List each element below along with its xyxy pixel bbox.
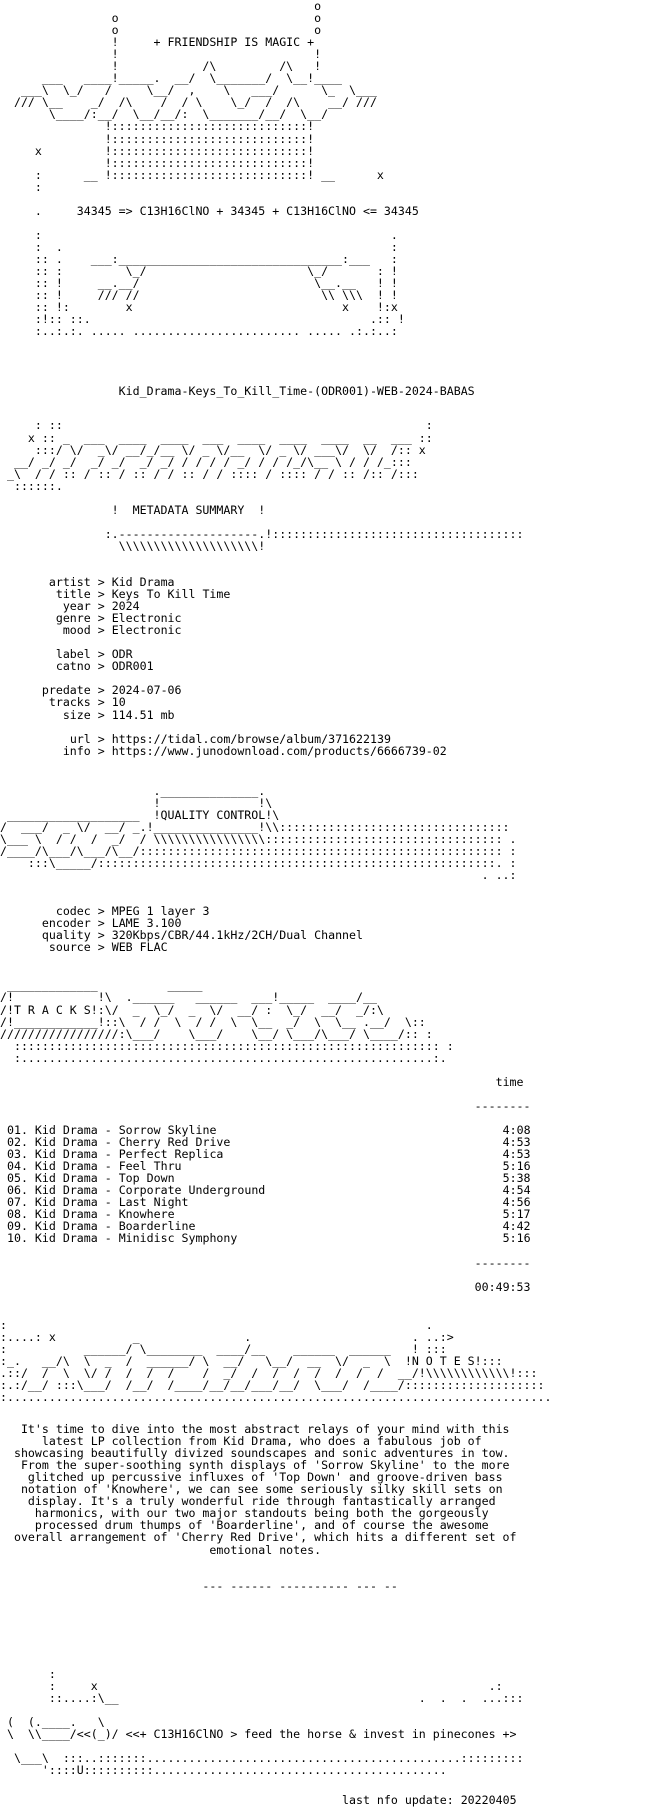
metadata-art-bottom: :.--------------------.!:::::::::::::::::::::::::::::::::::: \\\\\\\\\\\\\\\\\\\\! [104, 526, 524, 553]
track-number: 01. [6, 1122, 28, 1137]
metadata-row: label > ODR [55, 647, 133, 662]
quality-row: codec > MPEG 1 layer 3 [55, 904, 210, 919]
track-artist: Kid Drama [34, 1159, 98, 1174]
track-artist: Kid Drama [34, 1147, 98, 1162]
quality-value: MPEG 1 layer 3 [111, 904, 210, 919]
notes-body [0, 1423, 648, 1556]
metadata-label: size [62, 707, 91, 722]
metadata-row: year > 2024 [62, 599, 140, 614]
metadata-label: year [62, 599, 91, 614]
tracks-time-header-line [0, 1076, 648, 1088]
notes-line: emotional notes. [0, 1542, 322, 1557]
track-row: 03. Kid Drama - Perfect Replica 4:53 [6, 1147, 531, 1162]
notes-header: N O T E S [411, 1353, 475, 1368]
tracks-total-underline-line [0, 1257, 648, 1269]
metadata-value: ODR001 [111, 659, 154, 674]
metadata-value: Electronic [111, 611, 182, 626]
track-number: 10. [6, 1231, 28, 1246]
notes-line: harmonics, with our two major standouts being both the gorgeously [0, 1506, 489, 1521]
quality-header: QUALITY CONTROL [160, 807, 266, 822]
notes-line: notation of 'Knowhere', we can see some seriously silky skill sets on [0, 1482, 503, 1497]
track-row: 07. Kid Drama - Last Night 4:56 [6, 1195, 531, 1210]
track-artist: Kid Drama [34, 1171, 98, 1186]
banner-art-top: o o o o o ! + FRIENDSHIP IS MAGIC + ! ! ! /\ /\ ! ___ ____!_____. __/ \_______/ \__!____ ___\ \_/ / \__/ , \ ___/ \_ \___ /// \__ _/ /\ / / \ \_/ / /\ __/ /// \____/:__/ \__/__/: \_______/__/ \__/ !::::::::::::::::::::::::::::! !::::::::::::::::::::::::::::! x !::::::::::::::::::::::::::::! !::::::::::::::::::::::::::::! : __ !::::::::::::::::::::::::::::! __ x : [13, 0, 384, 194]
track-title: Perfect Replica [118, 1147, 224, 1162]
metadata-value: 2024 [111, 599, 140, 614]
tracks-art-top: _____________ _____ /! !\ .______ ______ ___!_____ ____/__ /! [0, 978, 377, 1017]
notes-banner [0, 1319, 648, 1403]
tracks-time-header: time [495, 1074, 524, 1089]
track-time: 5:17 [502, 1207, 531, 1222]
banner-art-bottom: : . : . : :: . ___:________________________________:___ : :: : \_/ \_/ : ! :: ! __.__/ \__.__ ! ! :: ! /// // \\ \\\ ! ! :: !: x x !:x :!:: ::. .:: ! :..:.:. ..... ........................ ..... .:.:..: [34, 227, 405, 339]
track-row: 09. Kid Drama - Boarderline 4:42 [6, 1219, 531, 1234]
track-row: 05. Kid Drama - Top Down 5:38 [6, 1171, 531, 1186]
release-name: Kid_Drama-Keys_To_Kill_Time-(ODR001)-WEB-2024-BABAS [118, 384, 475, 399]
notes-line: display. It's a truly wonderful ride through fantastically arranged [0, 1494, 496, 1509]
metadata-label: label [55, 647, 91, 662]
track-number: 06. [6, 1183, 28, 1198]
notes-art-top: : . :....: x _ . . ..:> : ______/ \________ ____/__ ______ ______ ! ::: :_. __/\ \ _ / ______/ \ __/ \__/ __ \/ _ \ ! [0, 1317, 454, 1368]
last-update-label: last nfo update: [342, 1793, 454, 1808]
quality-label: source [48, 940, 91, 955]
footer-tagline: ( (.____. \ \ \\____/<<(_)/ <<+ C13H16ClNO > feed the horse & invest in pinecones +> [6, 1714, 517, 1741]
quality-row: encoder > LAME 3.100 [41, 916, 182, 931]
track-number: 05. [6, 1171, 28, 1186]
metadata-row: url > https://tidal.com/browse/album/371622139 [69, 731, 391, 746]
notes-line: From the super-soothing synth displays of 'Sorrow Skyline' to the more [0, 1458, 510, 1473]
track-title: Knowhere [118, 1207, 175, 1222]
tracks-art-bottom: !:\/ _ \_/ _ \/ __/ : \_/ __/ _/:\ /!____________!::\ / / \ / / \ \__ _/ \ \__ .__/ \:: /////////////////:\___/ \___/ \__/ \___/\___/ \____/:: : ::::::::::::::::::::::::::::::::::::::::::::::::::::::::::::: : :...........................................................:. [0, 1002, 454, 1065]
metadata-row: predate > 2024-07-06 [41, 683, 182, 698]
track-number: 04. [6, 1159, 28, 1174]
tracks-header: T R A C K S [13, 1002, 91, 1017]
notes-divider-line [0, 1580, 648, 1592]
metadata-row: info > https://www.junodownload.com/products/6666739-02 [62, 743, 447, 758]
release-name-line [0, 385, 648, 397]
metadata-header: ! METADATA SUMMARY ! [0, 502, 266, 517]
quality-label: quality [41, 928, 91, 943]
track-title: Feel Thru [118, 1159, 182, 1174]
quality-art-top: .______________. ! !\ ___________________ ! [6, 783, 273, 822]
track-title: Corporate Underground [118, 1183, 266, 1198]
metadata-value: Electronic [111, 623, 182, 638]
track-time: 5:16 [502, 1231, 531, 1246]
tracks-total-underline: -------- [474, 1255, 531, 1270]
metadata-value: 2024-07-06 [111, 683, 182, 698]
quality-value: WEB FLAC [111, 940, 168, 955]
metadata-row: size > 114.51 mb [62, 707, 175, 722]
footer-art-bottom: \___\ :::..:::::::.............................................::::::::: '::::U::::::::::.......................................... [13, 1751, 524, 1778]
track-number: 07. [6, 1195, 28, 1210]
metadata-value: Keys To Kill Time [111, 587, 231, 602]
metadata-label: tracks [48, 695, 91, 710]
tracks-total: 00:49:53 [474, 1279, 531, 1294]
track-artist: Kid Drama [34, 1219, 98, 1234]
quality-list [0, 905, 648, 953]
track-number: 08. [6, 1207, 28, 1222]
track-row: 10. Kid Drama - Minidisc Symphony 5:16 [6, 1231, 531, 1246]
metadata-value: 114.51 mb [111, 707, 175, 722]
track-number: 09. [6, 1219, 28, 1234]
metadata-label: catno [55, 659, 91, 674]
track-row: 01. Kid Drama - Sorrow Skyline 4:08 [6, 1122, 531, 1137]
track-time: 4:53 [502, 1135, 531, 1150]
track-artist: Kid Drama [34, 1135, 98, 1150]
metadata-row: tracks > 10 [48, 695, 126, 710]
track-artist: Kid Drama [34, 1195, 98, 1210]
track-row: 08. Kid Drama - Knowhere 5:17 [6, 1207, 531, 1222]
track-time: 5:38 [502, 1171, 531, 1186]
quality-label: codec [55, 904, 91, 919]
tracks-banner [0, 979, 648, 1063]
track-time: 4:54 [502, 1183, 531, 1198]
track-time: 4:53 [502, 1147, 531, 1162]
tracks-time-underline-line [0, 1100, 648, 1112]
metadata-label: title [55, 587, 91, 602]
metadata-label: info [62, 743, 91, 758]
notes-art-bottom: !::: .::/ / \ \/ / / / / / _/ / / / / / / / __/!\\\\\\\\\\\\!::: :.:/__/ :::\___/ /__/ /____/__/__/___/__/ \___/ /____/:::::::::::::::::::: :.............................................................................. [0, 1353, 552, 1404]
track-artist: Kid Drama [34, 1207, 98, 1222]
footer-art-top: : : x .: ::....:\__ . . . ...::: [48, 1666, 524, 1705]
track-time: 4:08 [502, 1122, 531, 1137]
metadata-label: artist [48, 575, 91, 590]
metadata-value: ODR [111, 647, 133, 662]
track-artist: Kid Drama [34, 1183, 98, 1198]
quality-label: encoder [41, 916, 91, 931]
metadata-row: mood > Electronic [62, 623, 182, 638]
metadata-label: url [69, 731, 91, 746]
track-title: Top Down [118, 1171, 175, 1186]
track-list [0, 1124, 648, 1244]
notes-divider: --- ------ ---------- --- -- [202, 1578, 398, 1593]
notes-line: overall arrangement of 'Cherry Red Drive', which hits a different set of [0, 1530, 517, 1545]
quality-row: quality > 320Kbps/CBR/44.1kHz/2CH/Dual Channel [41, 928, 363, 943]
tracks-time-underline: -------- [474, 1098, 531, 1113]
track-title: Sorrow Skyline [118, 1122, 217, 1137]
track-artist: Kid Drama [34, 1122, 98, 1137]
track-row: 02. Kid Drama - Cherry Red Drive 4:53 [6, 1135, 531, 1150]
track-time: 5:16 [502, 1159, 531, 1174]
notes-line: showcasing beautifully divized soundscapes and sonic adventures in tow. [0, 1446, 510, 1461]
track-row: 04. Kid Drama - Feel Thru 5:16 [6, 1159, 531, 1174]
banner-formula: . 34345 => C13H16ClNO + 34345 + C13H16ClNO <= 34345 [0, 203, 419, 218]
tracks-total-line [0, 1281, 648, 1293]
track-title: Boarderline [118, 1219, 196, 1234]
metadata-value: https://tidal.com/browse/album/371622139 [111, 731, 391, 746]
notes-line: It's time to dive into the most abstract relays of your mind with this [0, 1422, 510, 1437]
last-update-line [0, 1794, 648, 1806]
track-number: 02. [6, 1135, 28, 1150]
notes-line: processed drum thumps of 'Boarderline', and of course the awesome [0, 1518, 489, 1533]
metadata-list [0, 576, 648, 757]
metadata-row: artist > Kid Drama [48, 575, 175, 590]
metadata-label: genre [55, 611, 91, 626]
quality-row: source > WEB FLAC [48, 940, 168, 955]
quality-banner [0, 785, 648, 881]
track-title: Cherry Red Drive [118, 1135, 231, 1150]
notes-line: glitched up percussive influxes of 'Top Down' and groove-driven bass [0, 1470, 503, 1485]
track-row: 06. Kid Drama - Corporate Underground 4:54 [6, 1183, 531, 1198]
quality-value: LAME 3.100 [111, 916, 182, 931]
track-time: 4:42 [502, 1219, 531, 1234]
metadata-row: catno > ODR001 [55, 659, 154, 674]
track-time: 4:56 [502, 1195, 531, 1210]
track-title: Minidisc Symphony [118, 1231, 238, 1246]
track-number: 03. [6, 1147, 28, 1162]
track-title: Last Night [118, 1195, 189, 1210]
metadata-row: title > Keys To Kill Time [55, 587, 231, 602]
metadata-value: 10 [111, 695, 126, 710]
notes-line: latest LP collection from Kid Drama, who does a fabulous job of [0, 1434, 482, 1449]
metadata-label: predate [41, 683, 91, 698]
metadata-value: Kid Drama [111, 575, 175, 590]
metadata-label: mood [62, 623, 91, 638]
metadata-row: genre > Electronic [55, 611, 182, 626]
quality-value: 320Kbps/CBR/44.1kHz/2CH/Dual Channel [111, 928, 363, 943]
quality-art-bottom: !\ / ___/ _ \/ __/ _.!_______________!\\::::::::::::::::::::::::::::::::: \___ \ / / / _/ / \\\\\\\\\\\\\\\\:::::::::::::::::::::::::::::::::: . /____/\___/\___/\__/:::::::::::::::::::::::::::::::::::::::::::::::::::: : :::\_____/:::::::::::::::::::::::::::::::::::::::::::::::::::::::::. : . ..: [0, 807, 517, 883]
metadata-art-top: : :: : x :: _ ___ ____ ____ ___ ____ ____ ____ __ ___ :: :::/ \/ _\/ __/_/__ \/ _ \/__ \/ _ \/ ___\/ \/ /:: x __/ _/ _/ _/ _/ _/ _/ / / / / _/ / / /_/\__ \ / / /_::: _\ / / :: / :: / :: / / :: / / :::: / :::: / / :: /:: /::: ::::::. [6, 418, 433, 493]
track-artist: Kid Drama [34, 1231, 98, 1246]
metadata-value: https://www.junodownload.com/products/6666739-02 [111, 743, 447, 758]
last-update-value: 20220405 [460, 1793, 517, 1808]
